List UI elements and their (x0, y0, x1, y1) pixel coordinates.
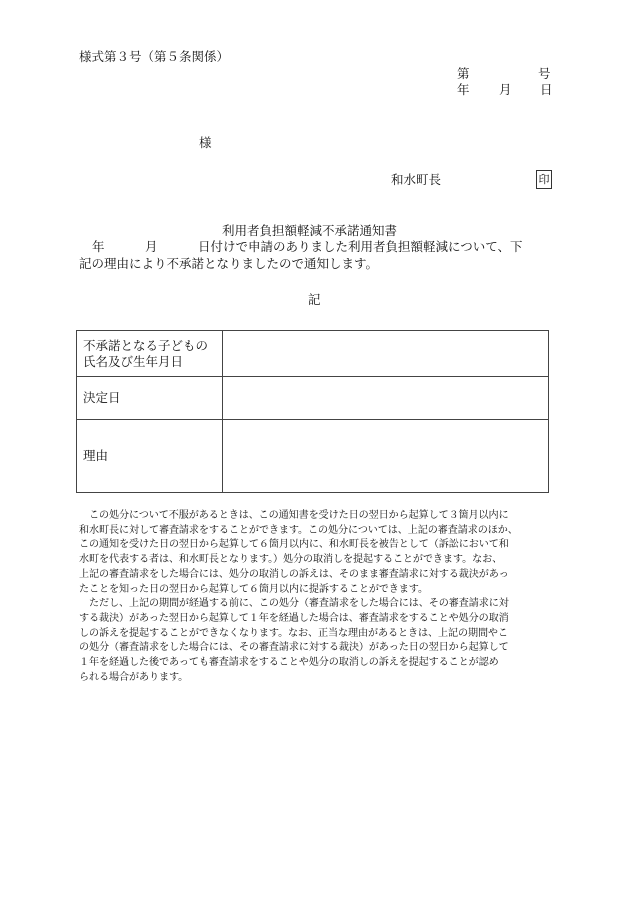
table-row (77, 420, 549, 493)
form-number: 様式第３号（第５条関係） (79, 49, 230, 64)
recipient-honorific: 様 (199, 135, 212, 150)
child-name-value (223, 331, 549, 377)
date-day-label: 日 (540, 82, 553, 97)
notice-line: 水町を代表する者は、和水町長となります。）処分の取消しを提起することができます。なお、 (79, 554, 503, 566)
appeal-notice (79, 509, 553, 685)
seal-mark: 印 (536, 170, 552, 189)
notice-line: の処分（審査請求をした場合には、その審査請求に対する裁決）があった日の翌日から起算して (79, 642, 509, 654)
reason-value (223, 420, 549, 493)
notice-line: する裁決）があった翌日から起算して１年を経過した場合は、審査請求をすることや処分の取消 (79, 612, 509, 624)
notice-line: この処分について不服があるときは、この通知書を受けた日の翌日から起算して３箇月以内に (79, 510, 509, 521)
notice-line: この通知を受けた日の翌日から起算して６箇月以内に、和水町長を被告として（訴訟において和 (79, 539, 509, 551)
decision-date-value (223, 377, 549, 420)
body-day-text: 日付けで申請のありました利用者負担額軽減について、下 (198, 239, 523, 254)
body-line-2: 記の理由により不承諾となりましたので通知します。 (79, 256, 379, 271)
doc-number-prefix: 第 (457, 66, 470, 81)
notice-line: られる場合があります。 (79, 671, 189, 683)
table-row (77, 377, 549, 420)
child-name-label: 不承諾となる子どもの 氏名及び生年月日 (77, 331, 223, 377)
body-month-label: 月 (145, 239, 158, 254)
reason-label: 理由 (77, 420, 223, 493)
detail-table (76, 330, 549, 493)
notice-line: たことを知った日の翌日から起算して６箇月以内に提訴することができます。 (79, 583, 428, 595)
notice-line: しの訴えを提起することができなくなります。なお、正当な理由があるときは、上記の期間やこ (79, 627, 508, 639)
table-row (77, 331, 549, 377)
notice-line: ただし、上記の期間が経過する前に、この処分（審査請求をした場合には、その審査請求に対 (79, 598, 509, 610)
ki-heading: 記 (308, 292, 321, 307)
notice-line: 和水町長に対して審査請求をすることができます。この処分については、上記の審査請求のほか、 (79, 524, 518, 536)
date-year-label: 年 (457, 82, 470, 97)
decision-date-label: 決定日 (77, 377, 223, 420)
document-title: 利用者負担額軽減不承諾通知書 (222, 223, 398, 238)
notice-line: 上記の審査請求をした場合には、処分の取消しの訴えは、そのまま審査請求に対する裁決があっ (79, 568, 509, 580)
sender-title: 和水町長 (391, 172, 442, 187)
notice-line: １年を経過した後であっても審査請求をすることや処分の取消しの訴えを提起することが認め (79, 657, 499, 669)
date-month-label: 月 (499, 82, 512, 97)
doc-number-suffix: 号 (538, 66, 551, 81)
body-year-label: 年 (92, 239, 105, 254)
